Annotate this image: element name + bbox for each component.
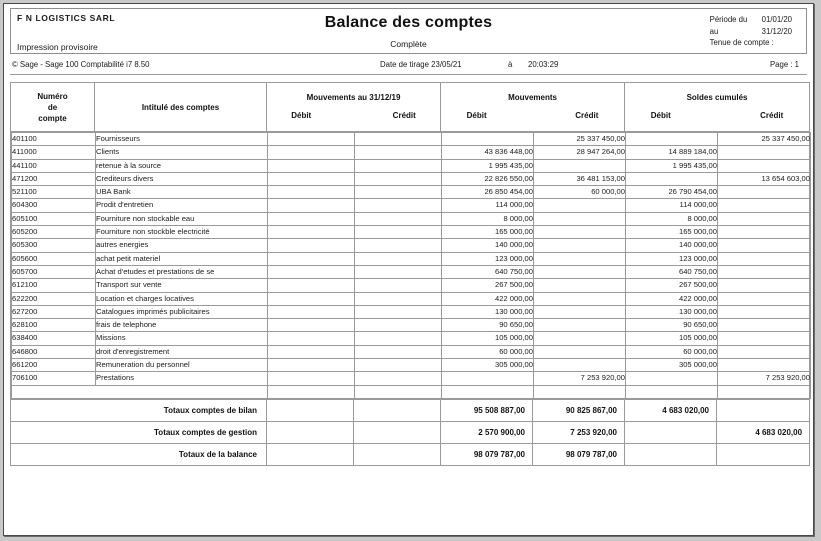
print-date	[380, 60, 462, 69]
report-header	[10, 8, 807, 54]
row-mov-debit: 1 995 435,00	[442, 159, 534, 172]
total-prev-credit	[354, 399, 441, 421]
page-number: Page : 1	[769, 60, 799, 69]
row-account-label: Missions	[96, 332, 268, 345]
table-row	[12, 265, 811, 278]
table-head	[11, 83, 810, 132]
row-bal-debit: 105 000,00	[626, 332, 718, 345]
row-mov-debit: 105 000,00	[442, 332, 534, 345]
table-row	[12, 133, 811, 146]
total-label: Totaux de la balance	[11, 443, 267, 465]
row-mov-debit: 640 750,00	[442, 265, 534, 278]
col-header-prev-debit: Débit	[291, 111, 312, 120]
total-bal-debit: 4 683 020,00	[625, 399, 717, 421]
period-from-label: Période du	[709, 15, 748, 24]
row-bal-debit: 114 000,00	[626, 199, 718, 212]
row-prev-credit	[355, 332, 442, 345]
row-account-number: 401100	[12, 133, 96, 146]
row-account-number: 521100	[12, 186, 96, 199]
account-lines-band	[11, 132, 810, 400]
row-bal-debit: 1 995 435,00	[626, 159, 718, 172]
balance-table	[10, 82, 810, 466]
totals-row	[11, 399, 810, 421]
row-prev-credit	[355, 292, 442, 305]
print-date-value: 23/05/21	[431, 60, 462, 69]
row-bal-credit	[718, 199, 811, 212]
row-bal-debit	[626, 133, 718, 146]
row-bal-debit: 422 000,00	[626, 292, 718, 305]
row-bal-credit	[718, 265, 811, 278]
col-header-account-l2: de	[47, 102, 58, 112]
row-mov-credit	[534, 305, 626, 318]
row-bal-credit	[718, 159, 811, 172]
row-account-label: Clients	[96, 146, 268, 159]
col-header-mov-debit: Débit	[466, 111, 487, 120]
group-title-movements: Mouvements	[508, 93, 557, 102]
table-row	[12, 226, 811, 239]
row-bal-credit: 7 253 920,00	[718, 372, 811, 385]
report-subtitle: Complète	[390, 39, 427, 49]
header-center-block	[11, 14, 806, 49]
row-mov-credit: 25 337 450,00	[534, 133, 626, 146]
row-bal-debit: 60 000,00	[626, 345, 718, 358]
row-mov-credit	[534, 345, 626, 358]
row-mov-debit: 165 000,00	[442, 226, 534, 239]
row-bal-debit: 14 889 184,00	[626, 146, 718, 159]
row-account-number: 706100	[12, 372, 96, 385]
row-bal-debit: 140 000,00	[626, 239, 718, 252]
row-mov-debit: 305 000,00	[442, 359, 534, 372]
row-prev-debit	[268, 359, 355, 372]
period-from-value: 01/01/20	[761, 15, 792, 24]
row-bal-debit: 640 750,00	[626, 265, 718, 278]
row-account-number: 605700	[12, 265, 96, 278]
col-header-mov-credit: Crédit	[575, 111, 599, 120]
row-prev-debit	[268, 133, 355, 146]
row-bal-credit	[718, 279, 811, 292]
row-mov-credit: 60 000,00	[534, 186, 626, 199]
row-bal-debit: 8 000,00	[626, 212, 718, 225]
total-label: Totaux comptes de gestion	[11, 421, 267, 443]
row-mov-credit: 7 253 920,00	[534, 372, 626, 385]
row-prev-credit	[355, 345, 442, 358]
col-header-group-previous	[267, 83, 441, 132]
row-prev-debit	[268, 146, 355, 159]
row-account-number: 646800	[12, 345, 96, 358]
company-name: F N LOGISTICS SARL	[17, 13, 116, 23]
total-prev-debit	[267, 443, 354, 465]
row-mov-credit	[534, 319, 626, 332]
row-account-number: 612100	[12, 279, 96, 292]
row-prev-credit	[355, 239, 442, 252]
row-account-number: 604300	[12, 199, 96, 212]
row-account-number: 622200	[12, 292, 96, 305]
row-account-number: 605100	[12, 212, 96, 225]
row-account-label: Fourniture non stockable eau	[96, 212, 268, 225]
row-prev-debit	[268, 345, 355, 358]
col-header-account-l1: Numéro	[37, 91, 68, 101]
row-prev-credit	[355, 279, 442, 292]
row-prev-debit	[268, 279, 355, 292]
page-title: Balance des comptes	[324, 14, 493, 31]
row-bal-debit: 123 000,00	[626, 252, 718, 265]
table-row	[12, 292, 811, 305]
row-account-label: autres energies	[96, 239, 268, 252]
table-row	[12, 212, 811, 225]
row-prev-debit	[268, 265, 355, 278]
row-bal-debit	[626, 372, 718, 385]
row-bal-credit	[718, 226, 811, 239]
row-bal-credit	[718, 359, 811, 372]
row-mov-debit: 90 650,00	[442, 319, 534, 332]
table-row	[12, 279, 811, 292]
total-label: Totaux comptes de bilan	[11, 399, 267, 421]
col-header-bal-credit: Crédit	[760, 111, 784, 120]
row-mov-credit	[534, 239, 626, 252]
row-prev-debit	[268, 159, 355, 172]
row-account-label: Prestations	[96, 372, 268, 385]
row-account-number: 638400	[12, 332, 96, 345]
row-bal-credit: 25 337 450,00	[718, 133, 811, 146]
row-prev-debit	[268, 292, 355, 305]
row-prev-credit	[355, 212, 442, 225]
row-account-label: Achat d'etudes et prestations de se	[96, 265, 268, 278]
totals-row	[11, 443, 810, 465]
row-mov-debit: 422 000,00	[442, 292, 534, 305]
row-account-label: retenue à la source	[96, 159, 268, 172]
row-mov-credit: 28 947 264,00	[534, 146, 626, 159]
row-account-label: Fourniture non stockble electricité	[96, 226, 268, 239]
table-row	[12, 359, 811, 372]
table-row	[12, 239, 811, 252]
row-bal-debit: 305 000,00	[626, 359, 718, 372]
row-account-label: UBA Bank	[96, 186, 268, 199]
row-account-label: Location et charges locatives	[96, 292, 268, 305]
total-mov-credit: 90 825 867,00	[533, 399, 625, 421]
row-account-label: Transport sur vente	[96, 279, 268, 292]
row-account-number: 628100	[12, 319, 96, 332]
table-row	[12, 319, 811, 332]
row-mov-credit	[534, 265, 626, 278]
row-mov-debit: 140 000,00	[442, 239, 534, 252]
row-mov-debit	[442, 372, 534, 385]
period-to-row	[710, 26, 792, 38]
row-account-label: Crediteurs divers	[96, 172, 268, 185]
row-mov-debit: 8 000,00	[442, 212, 534, 225]
total-prev-debit	[267, 421, 354, 443]
row-mov-debit	[442, 133, 534, 146]
total-bal-debit	[625, 421, 717, 443]
row-mov-debit: 123 000,00	[442, 252, 534, 265]
table-row	[12, 252, 811, 265]
row-account-label: Catalogues imprimés publicitaires	[96, 305, 268, 318]
row-prev-debit	[268, 239, 355, 252]
row-prev-credit	[355, 319, 442, 332]
row-mov-debit: 114 000,00	[442, 199, 534, 212]
table-body	[11, 132, 810, 466]
row-prev-debit	[268, 172, 355, 185]
row-bal-credit	[718, 239, 811, 252]
row-bal-credit: 13 654 603,00	[718, 172, 811, 185]
row-mov-credit	[534, 212, 626, 225]
col-header-group-movements	[441, 83, 625, 132]
row-prev-credit	[355, 252, 442, 265]
row-mov-debit: 267 500,00	[442, 279, 534, 292]
row-bal-credit	[718, 146, 811, 159]
total-bal-credit: 4 683 020,00	[717, 421, 810, 443]
table-row	[12, 186, 811, 199]
total-bal-credit	[717, 443, 810, 465]
col-header-account-l3: compte	[38, 113, 67, 123]
row-bal-credit	[718, 292, 811, 305]
row-mov-credit	[534, 332, 626, 345]
time-preposition: à	[508, 60, 513, 69]
row-bal-credit	[718, 305, 811, 318]
row-account-number: 627200	[12, 305, 96, 318]
row-account-number: 605300	[12, 239, 96, 252]
row-account-number: 441100	[12, 159, 96, 172]
row-bal-debit: 26 790 454,00	[626, 186, 718, 199]
row-prev-credit	[355, 146, 442, 159]
row-prev-debit	[268, 319, 355, 332]
total-mov-debit: 2 570 900,00	[441, 421, 533, 443]
row-prev-debit	[268, 252, 355, 265]
col-header-account	[11, 83, 95, 132]
total-bal-debit	[625, 443, 717, 465]
period-from-row	[710, 14, 792, 26]
row-mov-credit	[534, 199, 626, 212]
row-mov-debit: 60 000,00	[442, 345, 534, 358]
row-mov-debit: 43 836 448,00	[442, 146, 534, 159]
table-row	[12, 345, 811, 358]
row-mov-debit: 26 850 454,00	[442, 186, 534, 199]
print-date-label: Date de tirage	[380, 60, 429, 69]
group-title-previous: Mouvements au 31/12/19	[306, 93, 401, 102]
row-mov-debit: 130 000,00	[442, 305, 534, 318]
row-prev-debit	[268, 212, 355, 225]
row-prev-credit	[355, 265, 442, 278]
total-mov-debit: 98 079 787,00	[441, 443, 533, 465]
row-account-number: 661200	[12, 359, 96, 372]
header-row	[11, 83, 810, 132]
row-prev-debit	[268, 372, 355, 385]
row-prev-credit	[355, 226, 442, 239]
table-row	[12, 199, 811, 212]
header-period-block	[710, 14, 792, 49]
row-bal-debit: 267 500,00	[626, 279, 718, 292]
row-bal-credit	[718, 345, 811, 358]
row-account-label: achat petit materiel	[96, 252, 268, 265]
row-bal-credit	[718, 332, 811, 345]
row-mov-credit	[534, 159, 626, 172]
row-bal-debit: 90 650,00	[626, 319, 718, 332]
row-prev-credit	[355, 172, 442, 185]
table-row	[12, 146, 811, 159]
row-mov-credit	[534, 252, 626, 265]
table-row	[12, 159, 811, 172]
total-mov-credit: 7 253 920,00	[533, 421, 625, 443]
sage-info-bar	[10, 57, 807, 75]
row-mov-credit	[534, 359, 626, 372]
row-account-label: droit d'enregistrement	[96, 345, 268, 358]
group-title-balances: Soldes cumulés	[686, 93, 748, 102]
totals-row	[11, 421, 810, 443]
row-mov-credit	[534, 226, 626, 239]
row-bal-debit: 130 000,00	[626, 305, 718, 318]
row-prev-debit	[268, 186, 355, 199]
row-bal-credit	[718, 319, 811, 332]
row-account-number: 471200	[12, 172, 96, 185]
period-to-label: au	[709, 26, 719, 36]
total-bal-credit	[717, 399, 810, 421]
row-mov-debit: 22 826 550,00	[442, 172, 534, 185]
row-account-number: 411000	[12, 146, 96, 159]
row-bal-debit	[626, 172, 718, 185]
row-prev-credit	[355, 359, 442, 372]
row-prev-credit	[355, 133, 442, 146]
row-account-number: 605600	[12, 252, 96, 265]
row-prev-credit	[355, 199, 442, 212]
row-bal-credit	[718, 186, 811, 199]
account-rows	[11, 132, 811, 399]
row-prev-debit	[268, 305, 355, 318]
row-bal-debit: 165 000,00	[626, 226, 718, 239]
table-row	[12, 332, 811, 345]
print-mode-label: Impression provisoire	[17, 42, 98, 52]
row-account-label: Fournisseurs	[96, 133, 268, 146]
table-row	[12, 305, 811, 318]
row-account-number: 605200	[12, 226, 96, 239]
print-time-value: 20:03:29	[528, 60, 559, 69]
row-prev-debit	[268, 199, 355, 212]
col-header-bal-debit: Débit	[650, 111, 671, 120]
col-header-group-balances	[625, 83, 810, 132]
row-prev-debit	[268, 332, 355, 345]
row-account-label: frais de telephone	[96, 319, 268, 332]
total-prev-debit	[267, 399, 354, 421]
total-prev-credit	[354, 421, 441, 443]
row-mov-credit	[534, 292, 626, 305]
row-bal-credit	[718, 252, 811, 265]
bookkeeping-label: Tenue de compte :	[709, 38, 774, 47]
row-bal-credit	[718, 212, 811, 225]
row-mov-credit	[534, 279, 626, 292]
blank-filler-row	[12, 385, 811, 398]
row-mov-credit: 36 481 153,00	[534, 172, 626, 185]
row-account-label: Prodit d'entretien	[96, 199, 268, 212]
report-page	[3, 3, 814, 536]
total-mov-debit: 95 508 887,00	[441, 399, 533, 421]
table-row	[12, 172, 811, 185]
row-account-label: Remuneration du personnel	[96, 359, 268, 372]
row-prev-debit	[268, 226, 355, 239]
row-prev-credit	[355, 372, 442, 385]
row-prev-credit	[355, 305, 442, 318]
sage-product-label: © Sage - Sage 100 Comptabilité i7 8.50	[12, 60, 150, 69]
col-header-prev-credit: Crédit	[392, 111, 416, 120]
total-mov-credit: 98 079 787,00	[533, 443, 625, 465]
row-prev-credit	[355, 159, 442, 172]
col-header-label: Intitulé des comptes	[95, 83, 267, 132]
table-row	[12, 372, 811, 385]
total-prev-credit	[354, 443, 441, 465]
period-to-value: 31/12/20	[761, 26, 792, 36]
row-prev-credit	[355, 186, 442, 199]
